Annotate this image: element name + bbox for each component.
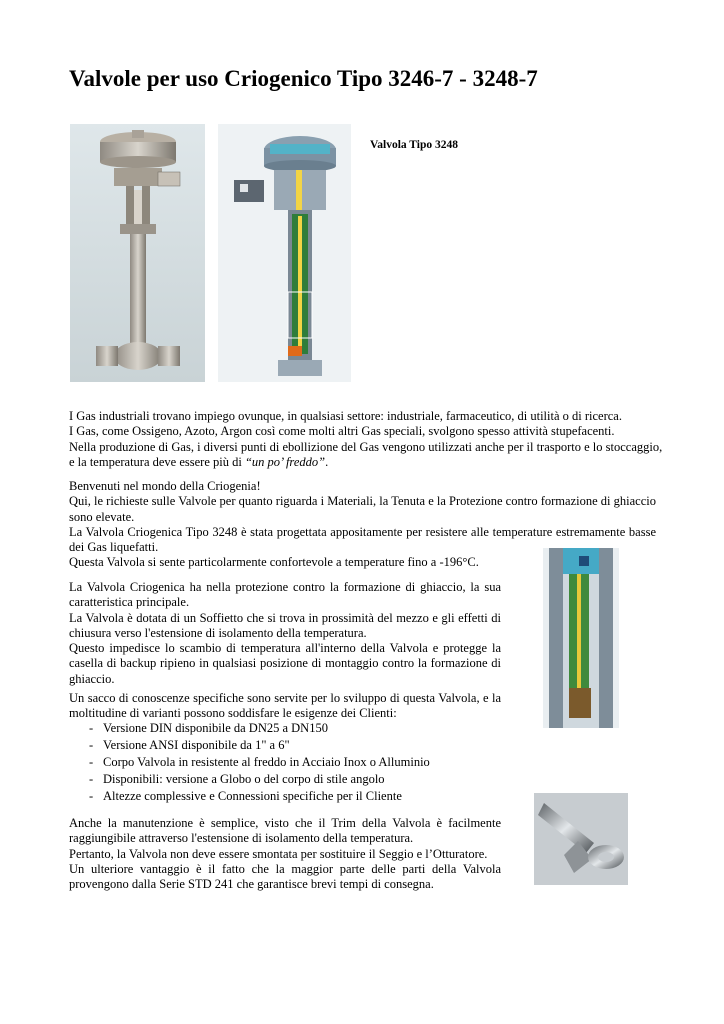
list-item [69, 754, 501, 771]
intro-line-end: . [325, 454, 329, 469]
features-list [69, 720, 501, 805]
intro-line: I Gas industriali trovano impiego ovunque, in qualsiasi settore: industriale, farmaceutico, di utilità o di ricerca. [69, 409, 622, 423]
list-dash: - [89, 721, 94, 735]
list-dash: - [89, 789, 94, 803]
intro-italic-phrase: “un po’ freddo” [244, 454, 326, 469]
list-item-text: Disponibili: versione a Globo o del corpo di stile angolo [103, 772, 385, 786]
welcome-line: Qui, le richieste sulle Valvole per quanto riguarda i Materiali, la Tenuta e la Protezione contro formazione di ghiaccio sono elevate. [69, 494, 656, 524]
list-item [69, 788, 501, 805]
intro-line-text: Nella produzione di Gas, i diversi punti di ebollizione del Gas vengono utilizzati anche per il trasporto e lo stoccaggio, e la temperatura deve essere più di [69, 439, 663, 469]
list-item [69, 771, 501, 788]
welcome-line: Questa Valvola si sente particolarmente confortevole a temperature fino a -196°C. [69, 555, 479, 570]
maintenance-line: Pertanto, la Valvola non deve essere smontata per sostituire il Seggio e l’Otturatore. [69, 846, 488, 861]
list-item-text: Corpo Valvola in resistente al freddo in Acciaio Inox o Alluminio [103, 755, 430, 769]
page-title: Valvole per uso Criogenico Tipo 3246-7 - 3248-7 [69, 66, 538, 91]
figure-caption: Valvola Tipo 3248 [370, 139, 458, 151]
valve-photo [70, 124, 205, 382]
valve-trim-photo [534, 793, 628, 885]
list-item-text: Versione DIN disponibile da DN25 a DN150 [103, 721, 328, 735]
list-dash: - [89, 772, 94, 786]
bellows-cutaway-detail [543, 548, 619, 728]
maintenance-line: Un ulteriore vantaggio è il fatto che la maggior parte delle parti della Valvola provengono dalla Serie STD 241 che garantisce brevi tempi di consegna. [69, 861, 501, 892]
protection-line: La Valvola è dotata di un Soffietto che si trova in prossimità del mezzo e gli effetti di chiusura verso l'estensione di isolamento della temperatura. [69, 610, 501, 640]
protection-line: Questo impedisce lo scambio di temperatura all'interno della Valvola e protegge la casella di backup ripieno in qualsiasi posizione di montaggio contro la formazione di ghiaccio. [69, 641, 501, 686]
list-item-text: Altezze complessive e Connessioni specifiche per il Cliente [103, 789, 402, 803]
maintenance-paragraph [69, 816, 501, 892]
protection-line: La Valvola Criogenica ha nella protezione contro la formazione di ghiaccio, la sua caratteristica principale. [69, 580, 501, 610]
list-item [69, 720, 501, 737]
welcome-line: Benvenuti nel mondo della Criogenia! [69, 479, 261, 493]
features-list-wrap [69, 720, 501, 805]
list-dash: - [89, 755, 94, 769]
knowledge-line: Un sacco di conoscenze specifiche sono servite per lo sviluppo di questa Valvola, e la moltitudine di varianti possono soddisfare le esigenze dei Clienti: [69, 691, 501, 721]
intro-paragraph [69, 409, 669, 470]
list-item-text: Versione ANSI disponibile da 1" a 6" [103, 738, 290, 752]
intro-line [69, 440, 669, 471]
protection-paragraph [69, 580, 501, 687]
valve-cutaway-diagram [218, 124, 351, 382]
maintenance-line: Anche la manutenzione è semplice, visto che il Trim della Valvola è facilmente raggiungibile attraverso l'estensione di isolamento della temperatura. [69, 816, 501, 846]
intro-line: I Gas, come Ossigeno, Azoto, Argon così come molti altri Gas speciali, svolgono spesso attività stupefacenti. [69, 424, 615, 439]
list-dash: - [89, 738, 94, 752]
knowledge-paragraph [69, 691, 501, 722]
welcome-line: La Valvola Criogenica Tipo 3248 è stata progettata appositamente per resistere alle temperature estremamente basse dei Gas liquefatti. [69, 524, 656, 555]
list-item [69, 737, 501, 754]
